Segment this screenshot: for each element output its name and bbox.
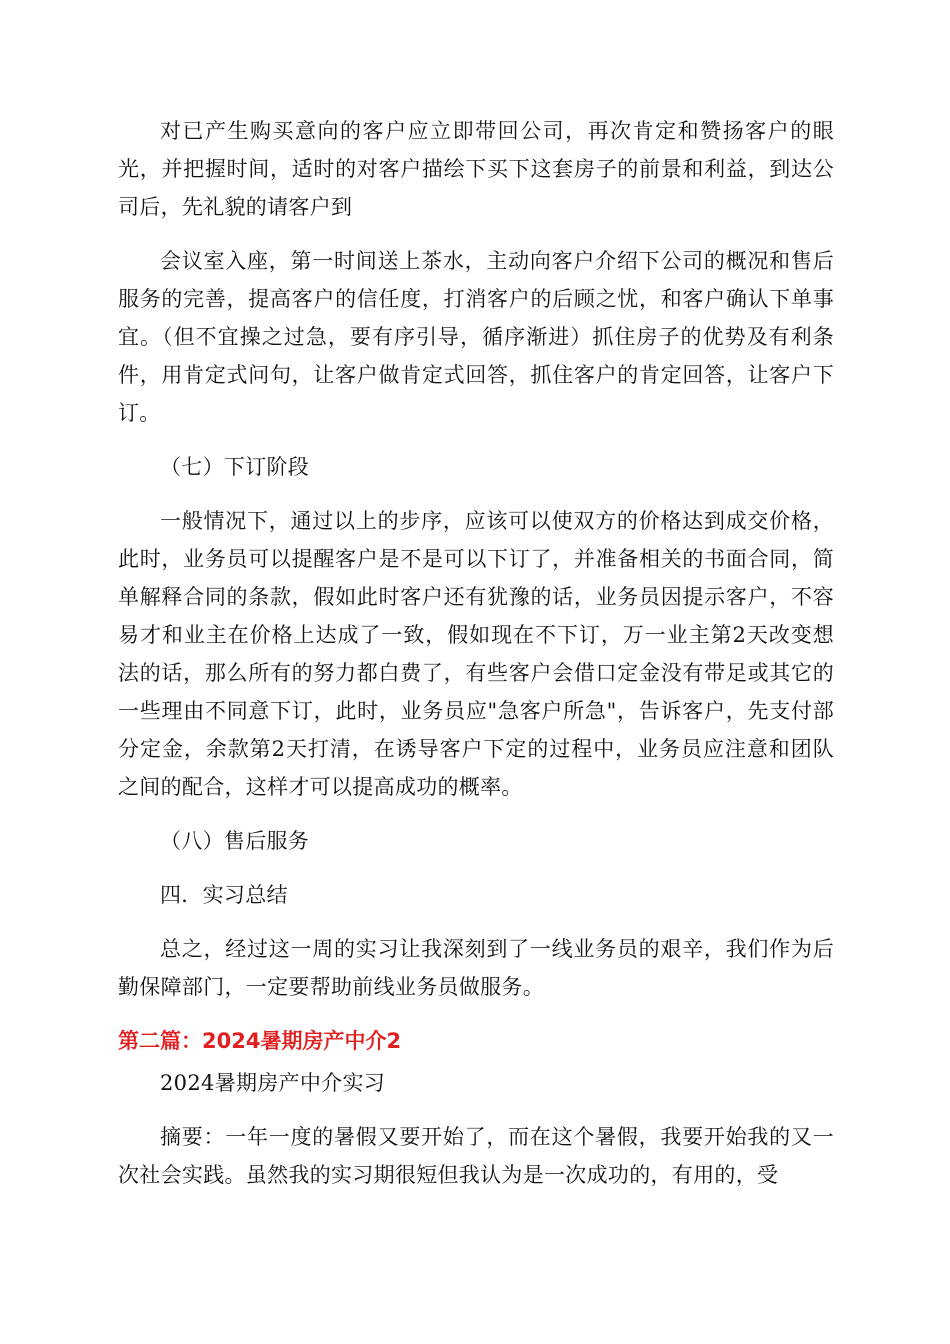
paragraph-summary: 总之，经过这一周的实习让我深刻到了一线业务员的艰辛，我们作为后勤保障部门，一定要帮助前线业务员做服务。: [118, 937, 834, 999]
subheading-order-stage: （七）下订阶段: [160, 455, 310, 479]
document-body: [118, 112, 834, 1194]
subheading-summary: 四．实习总结: [160, 883, 288, 907]
paragraph-abstract: 摘要：一年一度的暑假又要开始了，而在这个暑假，我要开始我的又一次社会实践。虽然我的实习期很短但我认为是一次成功的，有用的，受: [118, 1125, 834, 1187]
paragraph-meeting-room: 会议室入座，第一时间送上茶水，主动向客户介绍下公司的概况和售后服务的完善，提高客户的信任度，打消客户的后顾之忧，和客户确认下单事宜。（但不宜操之过急，要有序引导，循序渐进）抓住房子的优势及有利条件，用肯定式问句，让客户做肯定式回答，抓住客户的肯定回答，让客户下订。: [118, 249, 834, 425]
subheading-after-sales: （八）售后服务: [160, 829, 310, 853]
paragraph-intro: 对已产生购买意向的客户应立即带回公司，再次肯定和赞扬客户的眼光，并把握时间，适时的对客户描绘下买下这套房子的前景和利益，到达公司后，先礼貌的请客户到: [118, 119, 834, 219]
section-subtitle: 2024暑期房产中介实习: [160, 1071, 386, 1095]
paragraph-order-stage: 一般情况下，通过以上的步序，应该可以使双方的价格达到成交价格，此时，业务员可以提醒客户是不是可以下订了，并准备相关的书面合同，简单解释合同的条款，假如此时客户还有犹豫的话，业务员因提示客户，不容易才和业主在价格上达成了一致，假如现在不下订，万一业主第2天改变想法的话，那么所有的努力都白费了，有些客户会借口定金没有带足或其它的一些理由不同意下订，此时，业务员应"急客户所急"，告诉客户，先支付部分定金，余款第2天打清，在诱导客户下定的过程中，业务员应注意和团队之间的配合，这样才可以提高成功的概率。: [118, 509, 834, 799]
section-heading: 第二篇：2024暑期房产中介2: [118, 1029, 402, 1053]
